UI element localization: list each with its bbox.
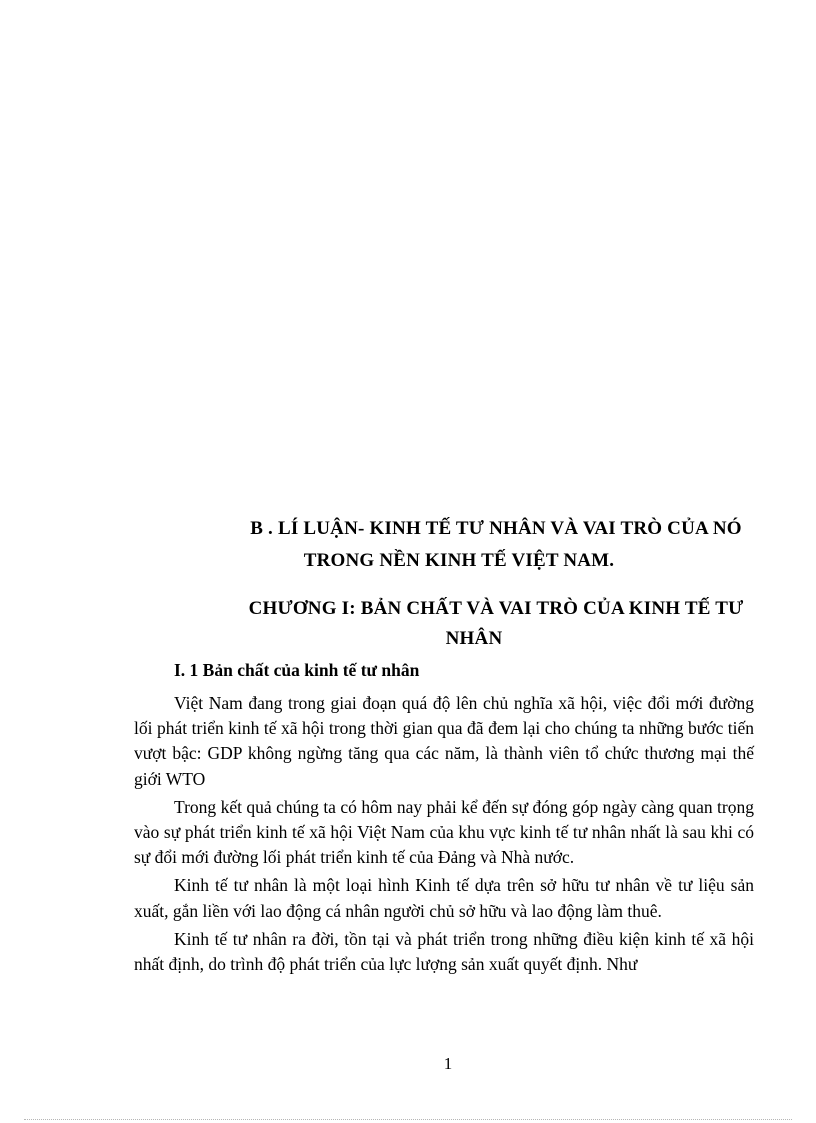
paragraph: Kinh tế tư nhân ra đời, tồn tại và phát triển trong những điều kiện kinh tế xã hội nhất định, do trình độ phát triển của lực lượng sản xuất quyết định. Như — [134, 928, 754, 975]
chapter-heading-line-2: NHÂN — [445, 628, 503, 649]
paragraph: Kinh tế tư nhân là một loại hình Kinh tế dựa trên sở hữu tư nhân về tư liệu sản xuất, gắn liền với lao động cá nhân người chủ sở hữu và lao động làm thuê. — [134, 875, 754, 921]
page-number: 1 — [443, 1054, 453, 1073]
paragraph: Việt Nam đang trong giai đoạn quá độ lên chủ nghĩa xã hội, việc đổi mới đường lối phát triển kinh tế xã hội trong thời gian qua đã đem lại cho chúng ta những bước tiến vượt bậc: GDP không ngừng tăng qua các năm, là thành viên tổ chức thương mại thế giới WTO — [134, 693, 754, 789]
paragraph: Trong kết quả chúng ta có hôm nay phải kể đến sự đóng góp ngày càng quan trọng vào sự phát triển kinh tế xã hội Việt Nam của khu vực kinh tế tư nhân nhất là sau khi có sự đổi mới đường lối phát triển kinh tế của Đảng và Nhà nước. — [134, 796, 754, 868]
part-heading-line-2: TRONG NỀN KINH TẾ VIỆT NAM. — [303, 550, 615, 571]
chapter-heading — [134, 594, 794, 654]
part-heading-line-1: B . LÍ LUẬN- KINH TẾ TƯ NHÂN VÀ VAI TRÒ CỦA NÓ — [250, 518, 742, 539]
page-bottom-border — [24, 1119, 792, 1120]
part-heading — [134, 513, 794, 577]
body-text — [134, 691, 754, 980]
section-heading: I. 1 Bản chất của kinh tế tư nhân — [174, 660, 420, 680]
chapter-heading-line-1: CHƯƠNG I: BẢN CHẤT VÀ VAI TRÒ CỦA KINH TẾ TƯ — [248, 598, 744, 619]
